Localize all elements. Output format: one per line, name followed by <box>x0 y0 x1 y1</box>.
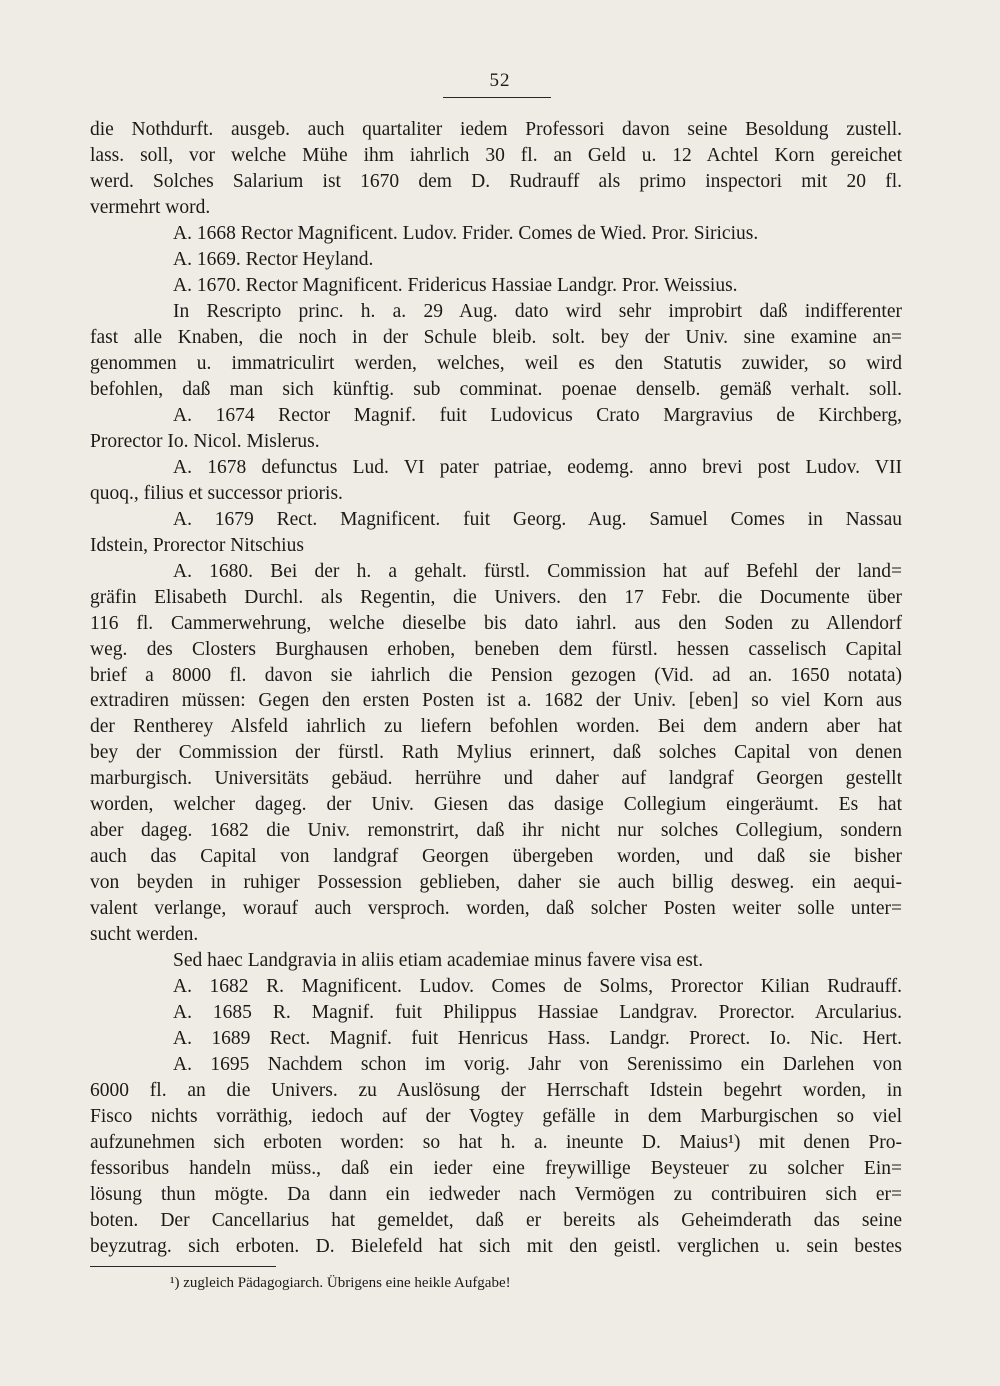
text-line: A. 1695 Nachdem schon im vorig. Jahr von Serenissimo ein Darlehen von <box>173 1054 902 1075</box>
text-line: 116 fl. Cammerwehrung, welche dieselbe bis dato iahrl. aus den Soden zu Allendorf <box>90 613 902 634</box>
text-line: gräfin Elisabeth Durchl. als Regentin, die Univers. den 17 Febr. die Documente über <box>90 587 902 608</box>
text-line: die Nothdurft. ausgeb. auch quartaliter iedem Professori davon seine Besoldung zustell. <box>90 119 902 140</box>
text-line: lösung thun mögte. Da dann ein iedweder nach Vermögen zu contribuiren sich er= <box>90 1184 902 1205</box>
text-line: beyzutrag. sich erboten. D. Bielefeld hat sich mit den geistl. verglichen u. sein bestes <box>90 1236 902 1257</box>
text-line: A. 1678 defunctus Lud. VI pater patriae, eodemg. anno brevi post Ludov. VII <box>173 457 902 478</box>
text-line: 6000 fl. an die Univers. zu Auslösung der Herrschaft Idstein begehrt worden, in <box>90 1080 902 1101</box>
text-line: quoq., filius et successor prioris. <box>90 483 343 504</box>
text-line: bey der Commission der fürstl. Rath Mylius erinnert, daß solches Capital von denen <box>90 742 902 763</box>
text-line: weg. des Closters Burghausen erhoben, beneben dem fürstl. hessen casselisch Capital <box>90 639 902 660</box>
text-line: Idstein, Prorector Nitschius <box>90 535 304 556</box>
text-line: aufzunehmen sich erboten worden: so hat h. a. ineunte D. Maius¹) mit denen Pro- <box>90 1132 902 1153</box>
text-line: worden, welcher dageg. der Univ. Giesen das dasige Collegium eingeräumt. Es hat <box>90 794 902 815</box>
text-line: aber dageg. 1682 die Univ. remonstrirt, daß ihr nicht nur solches Collegium, sondern <box>90 820 902 841</box>
text-line: A. 1674 Rector Magnif. fuit Ludovicus Crato Margravius de Kirchberg, <box>173 405 902 426</box>
text-line: A. 1680. Bei der h. a gehalt. fürstl. Commission hat auf Befehl der land= <box>173 561 902 582</box>
text-line: genommen u. immatriculirt werden, welches, weil es den Statutis zuwider, so wird <box>90 353 902 374</box>
footnote-rule <box>90 1266 276 1267</box>
text-line: Fisco nichts vorräthig, iedoch auf der Vogtey gefälle in dem Marburgischen so viel <box>90 1106 902 1127</box>
text-line: fessoribus handeln müss., daß ein ieder eine freywillige Beysteuer zu solcher Ein= <box>90 1158 902 1179</box>
text-line: auch das Capital von landgraf Georgen übergeben worden, und daß sie bisher <box>90 846 902 867</box>
text-line: brief a 8000 fl. davon sie iahrlich die Pension gezogen (Vid. ad an. 1650 notata) <box>90 665 902 686</box>
page-number: 52 <box>489 70 511 91</box>
text-line: A. 1668 Rector Magnificent. Ludov. Frider. Comes de Wied. Pror. Siricius. <box>173 223 759 244</box>
text-line: A. 1670. Rector Magnificent. Fridericus Hassiae Landgr. Pror. Weissius. <box>173 275 738 296</box>
header-rule <box>443 97 551 98</box>
text-line: A. 1682 R. Magnificent. Ludov. Comes de Solms, Prorector Kilian Rudrauff. <box>173 976 902 997</box>
text-line: vermehrt word. <box>90 197 211 218</box>
text-line: sucht werden. <box>90 924 199 945</box>
text-line: Sed haec Landgravia in aliis etiam academiae minus favere visa est. <box>173 950 704 971</box>
text-line: Prorector Io. Nicol. Mislerus. <box>90 431 320 452</box>
text-line: A. 1679 Rect. Magnificent. fuit Georg. Aug. Samuel Comes in Nassau <box>173 509 902 530</box>
text-line: In Rescripto princ. h. a. 29 Aug. dato wird sehr improbirt daß indifferenter <box>173 301 902 322</box>
text-line: extradiren müssen: Gegen den ersten Posten ist a. 1682 der Univ. [eben] so viel Korn aus <box>90 690 902 711</box>
text-line: marburgisch. Universitäts gebäud. herrühre und daher auf landgraf Georgen gestellt <box>90 768 902 789</box>
text-line: von beyden in ruhiger Possession geblieben, daher sie auch billig desweg. ein aequi- <box>90 872 902 893</box>
text-line: der Rentherey Alsfeld iahrlich zu liefern befohlen worden. Bei dem andern aber hat <box>90 716 902 737</box>
text-line: werd. Solches Salarium ist 1670 dem D. Rudrauff als primo inspectori mit 20 fl. <box>90 171 902 192</box>
text-line: valent verlange, worauf auch versproch. worden, daß solcher Posten weiter solle unter= <box>90 898 902 919</box>
text-line: lass. soll, vor welche Mühe ihm iahrlich 30 fl. an Geld u. 12 Achtel Korn gereichet <box>90 145 902 166</box>
text-line: A. 1669. Rector Heyland. <box>173 249 374 270</box>
text-line: befohlen, daß man sich künftig. sub comminat. poenae denselb. gemäß verhalt. soll. <box>90 379 902 400</box>
text-line: boten. Der Cancellarius hat gemeldet, daß er bereits als Geheimderath das seine <box>90 1210 902 1231</box>
text-line: fast alle Knaben, die noch in der Schule bleib. solt. bey der Univ. sine examine an= <box>90 327 902 348</box>
text-line: A. 1685 R. Magnif. fuit Philippus Hassiae Landgrav. Prorector. Arcularius. <box>173 1002 902 1023</box>
text-line: A. 1689 Rect. Magnif. fuit Henricus Hass. Landgr. Prorect. Io. Nic. Hert. <box>173 1028 902 1049</box>
footnote: ¹) zugleich Pädagogiarch. Übrigens eine heikle Aufgabe! <box>170 1275 511 1291</box>
